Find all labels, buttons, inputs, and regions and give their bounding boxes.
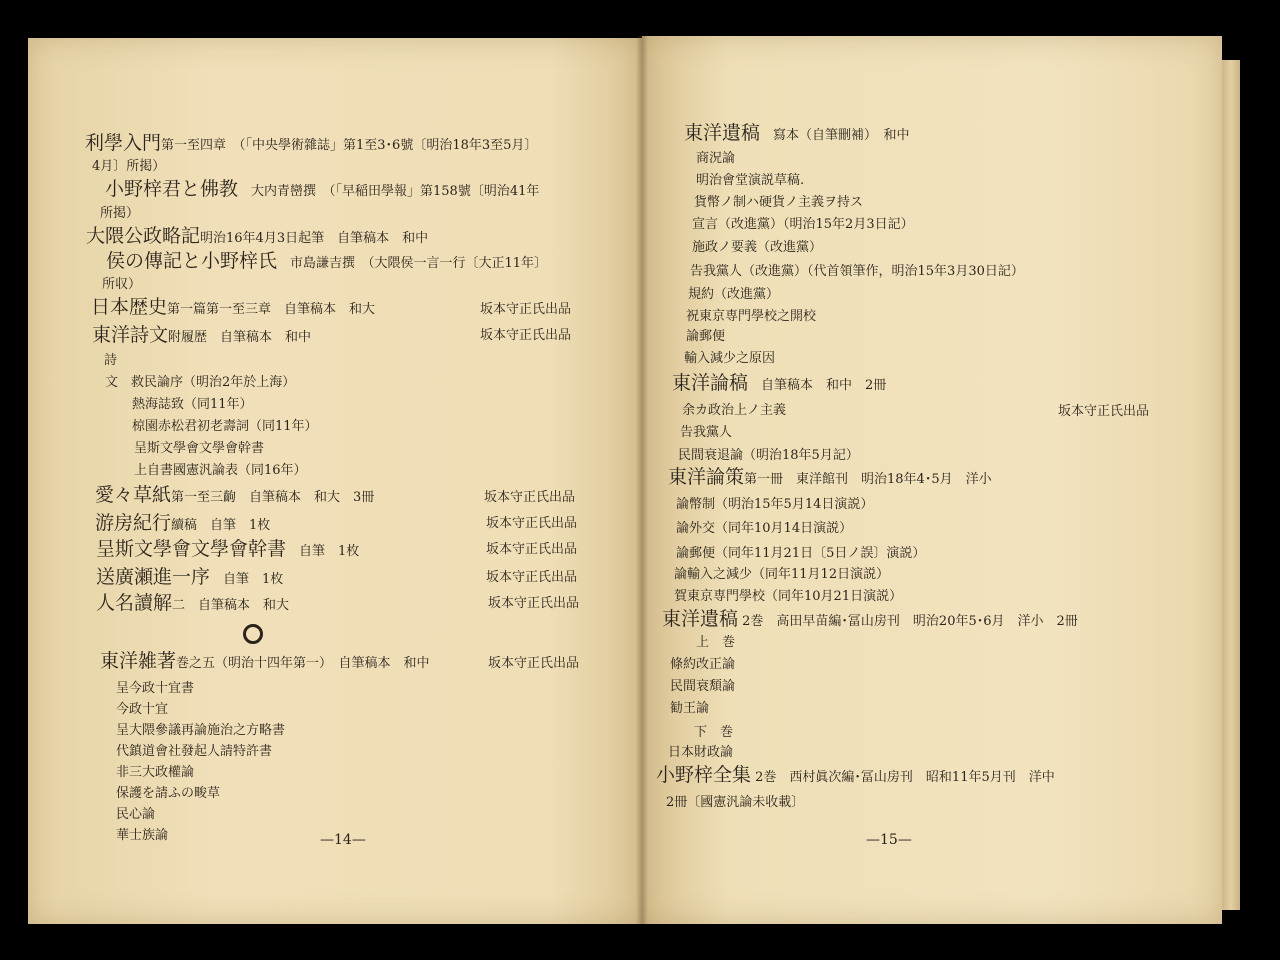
entry-line: 下 巻 [694, 725, 734, 740]
provenance-note: 坂本守正氏出品 [486, 570, 578, 585]
entry-line: 論外交（同年10月14日演説） [676, 521, 853, 536]
entry-line: 2冊〔國憲汎論未收載〕 [666, 795, 805, 810]
entry-line: 今政十宜 [116, 702, 169, 717]
entry-line: 勧王論 [670, 701, 710, 716]
entry-line: 日本財政論 [668, 745, 734, 760]
provenance-note: 坂本守正氏出品 [484, 490, 576, 505]
entry-line: 東洋遺稿 2巻 高田早苗編･冨山房刊 明治20年5･6月 洋小 2冊 [662, 608, 1078, 630]
provenance-note: 坂本守正氏出品 [1058, 404, 1150, 419]
entry-line: 侯の傳記と小野梓氏 市島謙吉撰 （大隈侯一言一行〔大正11年〕 [106, 250, 548, 272]
entry-line: 告我黨人（改進黨）（代首領筆作，明治15年3月30日記） [690, 264, 1024, 279]
book-gutter [636, 36, 648, 924]
entry-line: 文 救民論序（明治2年於上海） [105, 375, 296, 390]
entry-line: 告我黨人 [680, 425, 733, 440]
page-number: —14— [320, 832, 366, 848]
entry-line: 東洋論稿 自筆稿本 和中 2冊 [672, 372, 887, 394]
entry-line: 所掲） [100, 206, 140, 221]
provenance-note: 坂本守正氏出品 [486, 542, 578, 557]
entry-line: 小野梓全集 2巻 西村眞次編･冨山房刊 昭和11年5月刊 洋中 [656, 764, 1055, 786]
provenance-note: 坂本守正氏出品 [480, 328, 572, 343]
page-edges [1222, 60, 1240, 910]
page-number: —15— [866, 832, 912, 848]
entry-line: 呈大隈參議再論施治之方略書 [116, 723, 286, 738]
entry-line: 貨幣ノ制ハ硬貨ノ主義ヲ持ス [694, 195, 864, 210]
entry-line: 上自書國憲汎論表（同16年） [134, 463, 307, 478]
entry-line: 論郵便 [686, 329, 726, 344]
entry-line: 賀東京専門學校（同年10月21日演説） [674, 589, 903, 604]
entry-line: 條約改正論 [670, 657, 736, 672]
entry-line: 大隈公政略記明治16年4月3日起筆 自筆稿本 和中 [86, 225, 429, 247]
entry-line: 施政ノ要義（改進黨） [692, 240, 823, 255]
entry-line: 論郵便（同年11月21日〔5日ノ誤〕演説） [676, 546, 926, 561]
entry-line: 呈斯文學會文學會幹書 [134, 441, 265, 456]
entry-line: 非三大政權論 [116, 765, 195, 780]
entry-line: 詩 [104, 353, 118, 368]
entry-line: 4月〕所掲） [92, 159, 166, 174]
entry-line: 東洋論策第一冊 東洋館刊 明治18年4･5月 洋小 [668, 466, 992, 488]
entry-line: 余カ政治上ノ主義 [682, 403, 787, 418]
entry-line: 東洋遺稿 寫本（自筆刪補） 和中 [684, 122, 910, 144]
entry-line: 愛々草紙第一至三齣 自筆稿本 和大 3冊 [95, 484, 375, 506]
provenance-note: 坂本守正氏出品 [488, 656, 580, 671]
entry-line: 人名讀解二 自筆稿本 和大 [96, 592, 290, 614]
entry-line: 小野梓君と佛教 大内青巒撰 （「早稲田學報」第158號〔明治41年 [105, 178, 540, 200]
entry-line: 民間衰頽論 [670, 679, 736, 694]
entry-line: 民間衰退論（明治18年5月記） [678, 448, 859, 463]
entry-line: 利學入門第一至四章 （「中央學術雜誌」第1至3･6號〔明治18年3至5月〕 [85, 132, 538, 154]
entry-line: 明治會堂演説草稿. [696, 173, 805, 188]
entry-line: 游房紀行續稿 自筆 1枚 [95, 512, 271, 534]
entry-line: 輸入減少之原因 [684, 351, 776, 366]
entry-line: 日本歴史第一篇第一至三章 自筆稿本 和大 [91, 296, 376, 318]
entry-line: 東洋詩文附履歴 自筆稿本 和中 [92, 324, 312, 346]
entry-line: 宣言（改進黨）（明治15年2月3日記） [692, 217, 914, 232]
entry-line: 呈斯文學會文學會幹書 自筆 1枚 [96, 538, 360, 560]
entry-line: 所収） [102, 277, 142, 292]
entry-line: 民心論 [116, 807, 156, 822]
provenance-note: 坂本守正氏出品 [486, 516, 578, 531]
entry-line: 代鎮道會社發起人請特許書 [116, 744, 273, 759]
entry-line: 呈今政十宜書 [116, 681, 195, 696]
entry-line: 熱海誌致（同11年） [132, 397, 253, 412]
entry-line: 祝東京専門學校之開校 [686, 309, 817, 324]
entry-line: 上 巻 [696, 635, 736, 650]
entry-line: 送廣瀬進一序 自筆 1枚 [96, 566, 284, 588]
entry-line: 論幣制（明治15年5月14日演説） [676, 497, 874, 512]
entry-line: 東洋雑著巻之五（明治十四年第一） 自筆稿本 和中 [100, 650, 430, 672]
entry-line: 椋園赤松君初老壽詞（同11年） [132, 419, 318, 434]
entry-line: 華士族論 [116, 828, 169, 843]
circle-separator-mark [243, 624, 263, 644]
entry-line: 規約（改進黨） [688, 287, 780, 302]
provenance-note: 坂本守正氏出品 [488, 596, 580, 611]
entry-line: 商況論 [696, 151, 736, 166]
provenance-note: 坂本守正氏出品 [480, 302, 572, 317]
entry-line: 保護を請ふの畯草 [116, 786, 221, 801]
entry-line: 論輸入之減少（同年11月12日演説） [674, 567, 890, 582]
